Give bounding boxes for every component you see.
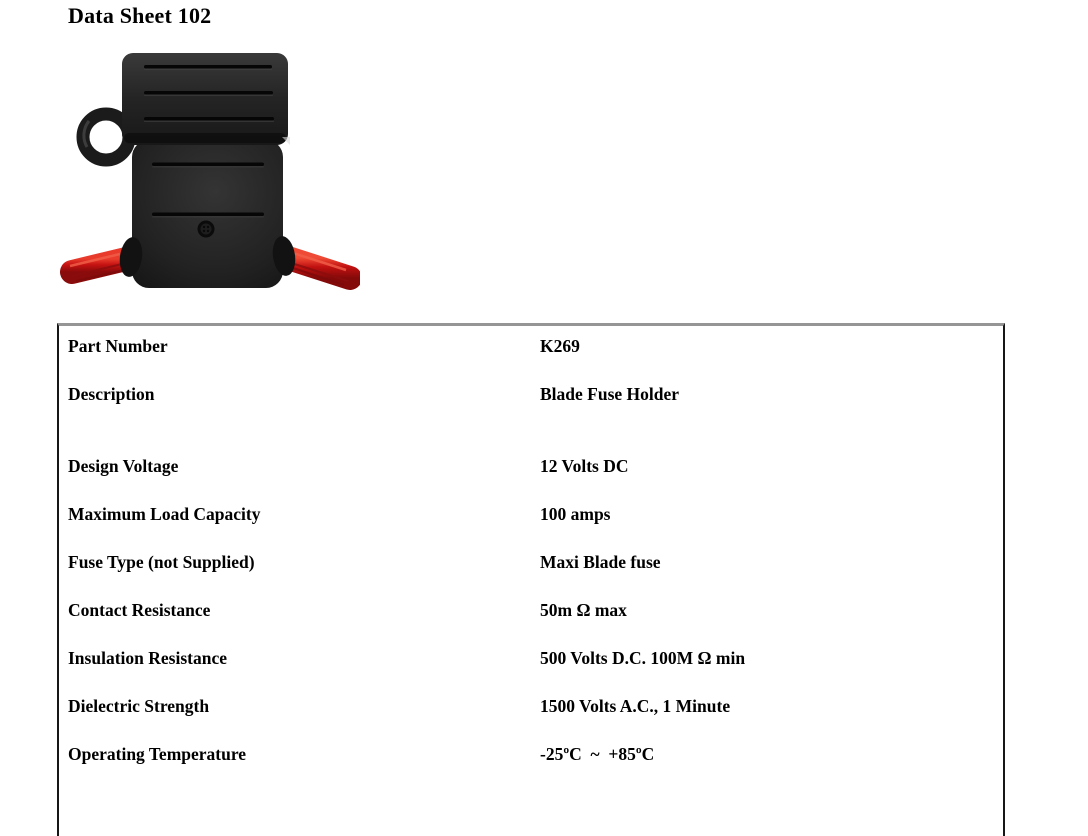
spec-row [59,730,1003,778]
spec-label: Description [68,383,155,404]
spec-value: Blade Fuse Holder [540,383,680,404]
spec-row [59,682,1003,730]
spec-label: Maximum Load Capacity [68,503,261,524]
spec-value: K269 [540,335,580,356]
product-photo [60,45,360,295]
spec-row [59,442,1003,490]
spec-value: 100 amps [540,503,611,524]
spec-row [59,490,1003,538]
spec-value: Maxi Blade fuse [540,551,661,572]
fuse-holder-body [132,140,283,288]
spec-label: Contact Resistance [68,599,211,620]
spec-label: Fuse Type (not Supplied) [68,551,255,572]
spec-label: Design Voltage [68,455,179,476]
spec-label: Part Number [68,335,168,356]
spec-label: Dielectric Strength [68,695,210,716]
spec-label: Insulation Resistance [68,647,227,668]
fuse-holder-image [60,45,360,295]
fuse-holder-cap [122,53,290,145]
spec-spacer [59,418,1003,442]
spec-value: 50m Ω max [540,599,627,620]
spec-label: Operating Temperature [68,743,247,764]
spec-row [59,586,1003,634]
spec-row [59,634,1003,682]
spec-value: 500 Volts D.C. 100M Ω min [540,647,746,668]
spec-row [59,538,1003,586]
page-title: Data Sheet 102 [68,3,212,28]
wire-left [70,254,126,281]
spec-row [59,370,1003,418]
wire-right [288,252,350,285]
spec-table [57,323,1005,836]
spec-table-body [59,322,1003,778]
spec-value: 12 Volts DC [540,455,629,476]
spec-value: -25ºC ~ +85ºC [540,743,655,764]
spec-value: 1500 Volts A.C., 1 Minute [540,695,731,716]
spec-row [59,322,1003,370]
